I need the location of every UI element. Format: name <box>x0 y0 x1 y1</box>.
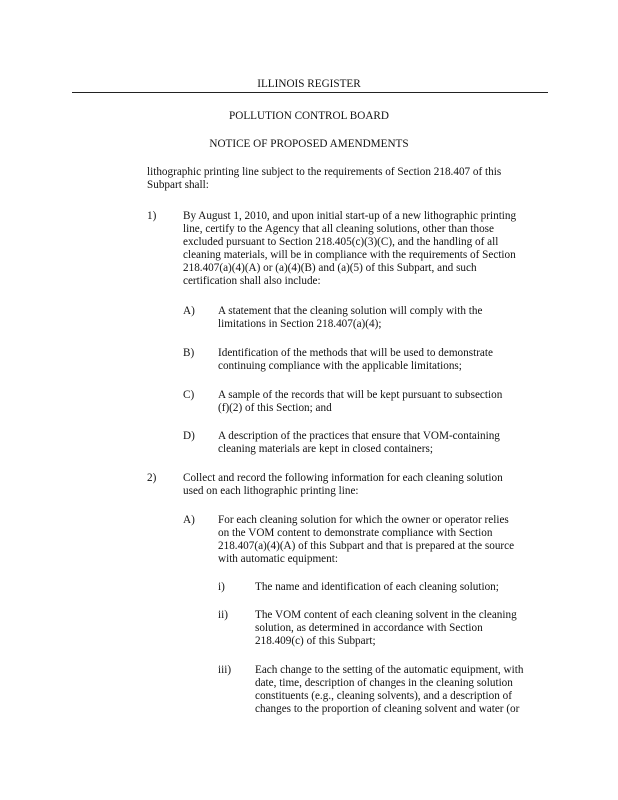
text-line: cleaning materials are kept in closed containers; <box>218 443 433 455</box>
text-line: date, time, description of changes in the cleaning solution <box>255 677 513 689</box>
item-1c-marker: C) <box>183 389 195 401</box>
text-line: line, certify to the Agency that all cleaning solutions, other than those <box>183 223 494 235</box>
item-2a-iii-text <box>255 664 523 716</box>
item-2-marker: 2) <box>147 472 157 484</box>
text-line: By August 1, 2010, and upon initial start-up of a new lithographic printing <box>183 210 517 222</box>
text-line: used on each lithographic printing line: <box>183 485 359 497</box>
item-2-text <box>183 472 503 498</box>
text-line: 218.407(a)(4)(A) or (a)(4)(B) and (a)(5) of this Subpart, and such <box>183 262 477 274</box>
item-2a-i-text <box>255 581 499 594</box>
text-line: on the VOM content to demonstrate compliance with Section <box>218 527 493 539</box>
text-line: solution, as determined in accordance with Section <box>255 622 483 634</box>
text-line: 218.409(c) of this Subpart; <box>255 635 376 647</box>
item-2a-text <box>218 514 514 566</box>
item-1-text <box>183 210 516 288</box>
register-title: ILLINOIS REGISTER <box>257 78 361 90</box>
text-line: A sample of the records that will be kept pursuant to subsection <box>218 389 503 401</box>
item-1d-marker: D) <box>183 430 195 442</box>
item-1d-text <box>218 430 500 456</box>
header-rule <box>72 92 548 93</box>
text-line: 218.407(a)(4)(A) of this Subpart and that is prepared at the source <box>218 540 515 552</box>
text-line: changes to the proportion of cleaning solvent and water (or <box>255 703 520 715</box>
text-line: limitations in Section 218.407(a)(4); <box>218 318 382 330</box>
item-1-marker: 1) <box>147 210 157 222</box>
text-line: with automatic equipment: <box>218 553 338 565</box>
text-line: The name and identification of each cleaning solution; <box>255 581 499 593</box>
text-line: certification shall also include: <box>183 275 321 287</box>
intro-paragraph <box>147 166 501 192</box>
item-2a-ii-text <box>255 609 517 648</box>
item-1b-text <box>218 347 493 373</box>
notice-title: NOTICE OF PROPOSED AMENDMENTS <box>209 138 409 150</box>
text-line: Collect and record the following information for each cleaning solution <box>183 472 503 484</box>
text-line: Identification of the methods that will be used to demonstrate <box>218 347 493 359</box>
text-line: A description of the practices that ensure that VOM-containing <box>218 430 500 442</box>
item-1c-text <box>218 389 502 415</box>
item-2a-marker: A) <box>183 514 195 526</box>
item-2a-i-marker: i) <box>218 581 225 593</box>
item-2a-ii-marker: ii) <box>218 609 228 621</box>
text-line: excluded pursuant to Section 218.405(c)(3)(C), and the handling of all <box>183 236 499 248</box>
item-1a-marker: A) <box>183 305 195 317</box>
text-line: Each change to the setting of the automatic equipment, with <box>255 664 524 676</box>
item-1b-marker: B) <box>183 347 195 359</box>
text-line: lithographic printing line subject to the requirements of Section 218.407 of this <box>147 166 502 178</box>
item-1a-text <box>218 305 482 331</box>
text-line: For each cleaning solution for which the owner or operator relies <box>218 514 509 526</box>
text-line: (f)(2) of this Section; and <box>218 402 332 414</box>
text-line: continuing compliance with the applicable limitations; <box>218 360 462 372</box>
board-title: POLLUTION CONTROL BOARD <box>229 110 389 122</box>
text-line: constituents (e.g., cleaning solvents), and a description of <box>255 690 512 702</box>
text-line: Subpart shall: <box>147 179 209 191</box>
text-line: cleaning materials, will be in compliance with the requirements of Section <box>183 249 516 261</box>
item-2a-iii-marker: iii) <box>218 664 232 676</box>
text-line: The VOM content of each cleaning solvent in the cleaning <box>255 609 517 621</box>
text-line: A statement that the cleaning solution will comply with the <box>218 305 483 317</box>
